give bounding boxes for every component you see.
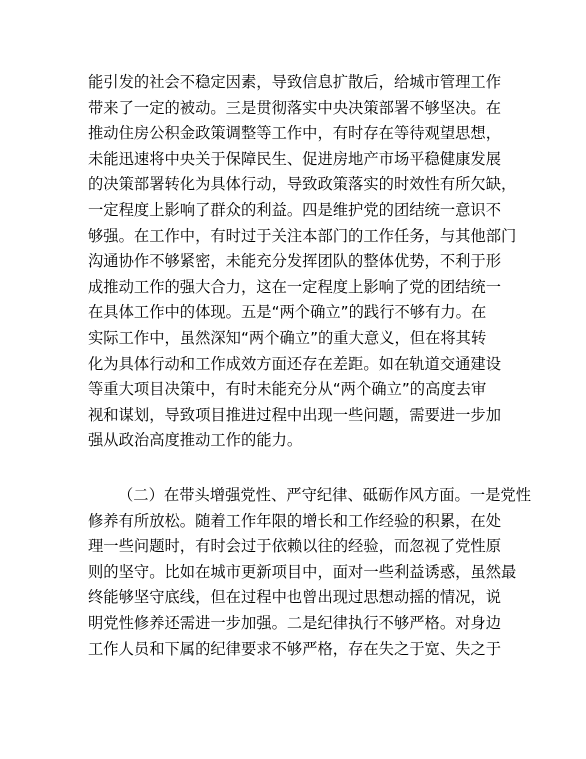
paragraph-line: 视和谋划，导致项目推进过程中出现一些问题，需要进一步加: [88, 405, 502, 424]
paragraph-line: 的决策部署转化为具体行动，导致政策落实的时效性有所欠缺，: [88, 175, 517, 194]
paragraph-line: 推动住房公积金政策调整等工作中，有时存在等待观望思想，: [88, 124, 502, 143]
paragraph-2: [88, 483, 532, 662]
paragraph-line: 则的坚守。比如在城市更新项目中，面对一些利益诱惑，虽然最: [88, 562, 517, 581]
paragraph-line: 带来了一定的被动。三是贯彻落实中央决策部署不够坚决。在: [88, 98, 502, 117]
paragraph-line: 化为具体行动和工作成效方面还存在差距。如在轨道交通建设: [88, 354, 502, 373]
section-heading-line: （二）在带头增强党性、严守纪律、砥砺作风方面。一是党性: [118, 486, 532, 504]
paragraph-line: 在具体工作中的体现。五是“两个确立”的践行不够有力。在: [88, 303, 487, 322]
paragraph-1: [88, 70, 517, 454]
paragraph-line: 工作人员和下属的纪律要求不够严格，存在失之于宽、失之于: [88, 639, 502, 658]
paragraph-line: 够强。在工作中，有时过于关注本部门的工作任务，与其他部门: [88, 226, 517, 245]
paragraph-line: 明党性修养还需进一步加强。二是纪律执行不够严格。对身边: [88, 613, 502, 632]
paragraph-line: 未能迅速将中央关于保障民生、促进房地产市场平稳健康发展: [88, 149, 502, 168]
paragraph-line: 终能够坚守底线，但在过程中也曾出现过思想动摇的情况，说: [88, 588, 502, 607]
paragraph-line: 强从政治高度推动工作的能力。: [88, 431, 303, 450]
paragraph-line: 理一些问题时，有时会过于依赖以往的经验，而忽视了党性原: [88, 537, 502, 556]
paragraph-line: 实际工作中，虽然深知“两个确立”的重大意义，但在将其转: [88, 328, 487, 347]
paragraph-line: 修养有所放松。随着工作年限的增长和工作经验的积累，在处: [88, 511, 502, 530]
paragraph-line: 沟通协作不够紧密，未能充分发挥团队的整体优势，不利于形: [88, 252, 502, 271]
paragraph-line: 成推动工作的强大合力，这在一定程度上影响了党的团结统一: [88, 277, 502, 296]
paragraph-line: 一定程度上影响了群众的利益。四是维护党的团结统一意识不: [88, 200, 502, 219]
paragraph-line: 等重大项目决策中，有时未能充分从“两个确立”的高度去审: [88, 380, 487, 399]
paragraph-line: 能引发的社会不稳定因素，导致信息扩散后，给城市管理工作: [88, 73, 502, 91]
